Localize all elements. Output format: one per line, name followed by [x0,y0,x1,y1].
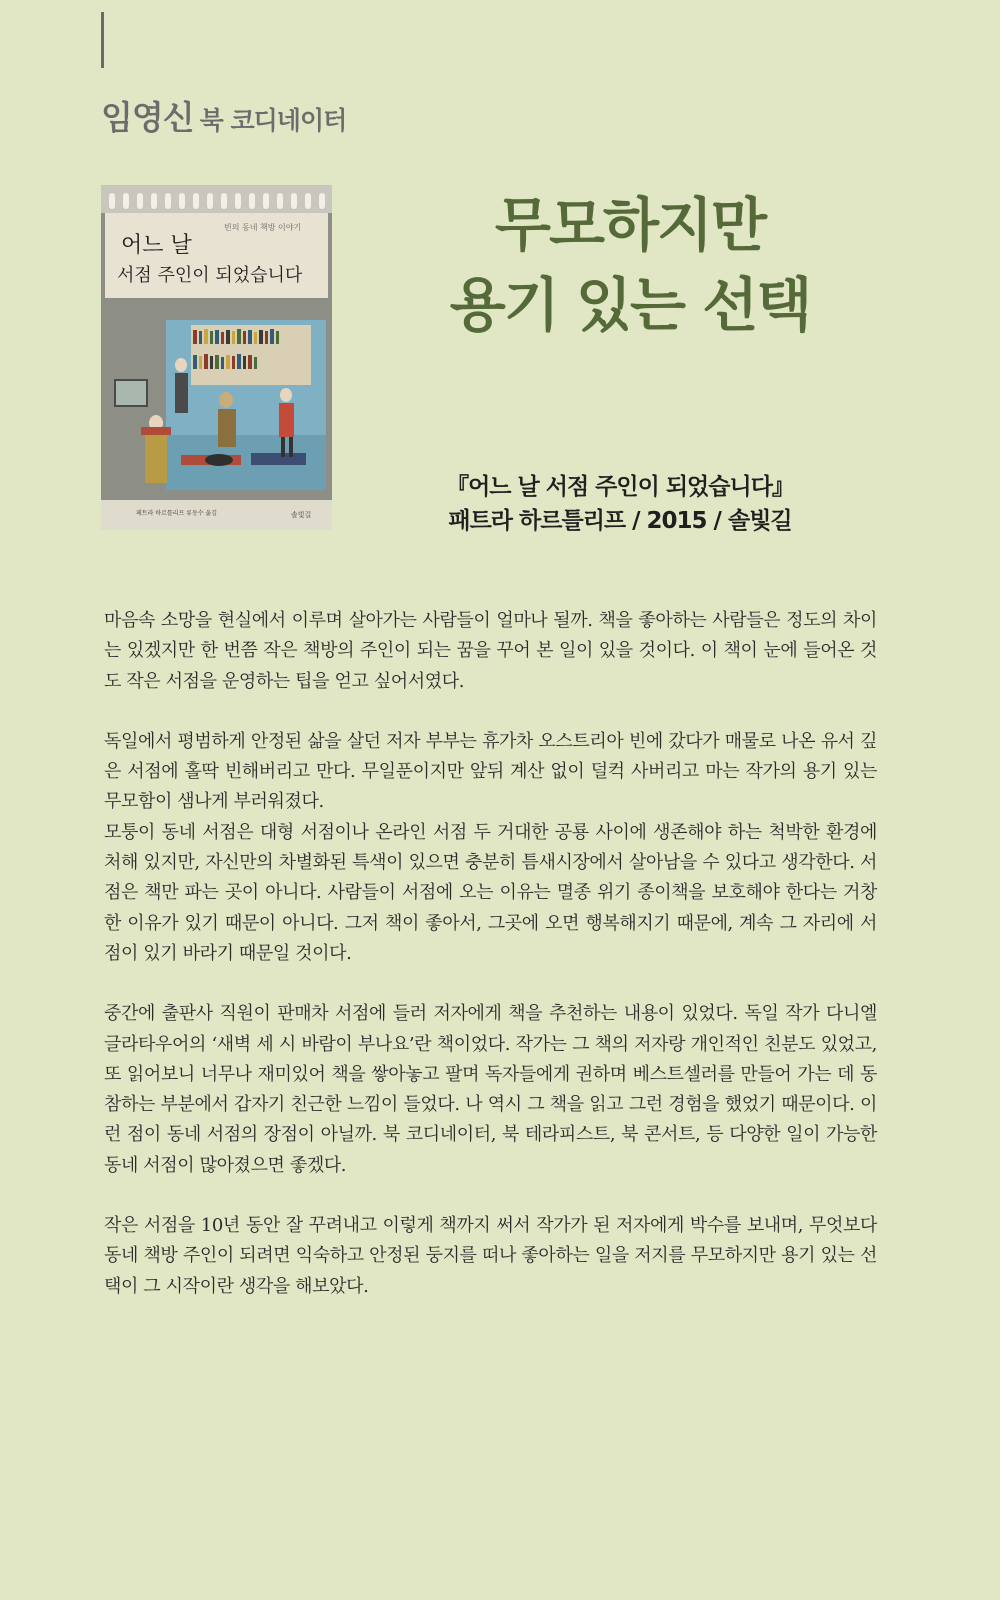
book-meta: 패트라 하르틀리프 / 2015 / 솔빛길 [448,508,792,534]
cover-subtitle: 빈의 동네 책방 이야기 [224,223,302,232]
cover-credits: 페트라 하르틀리프 류동수 옮김 [136,510,218,517]
author-role: 북 코디네이터 [199,106,347,135]
paragraph: 마음속 소망을 현실에서 이루며 살아가는 사람들이 얼마나 될까. 책을 좋아하는 사람들은 정도의 차이는 있겠지만 한 번쯤 작은 책방의 주인이 되는 꿈을 꾸어 본 일이 있을 것이다. 이 책이 눈에 들어온 것도 작은 서점을 운영하는 팁을 얻고 싶어서였다. [104,610,877,692]
book-title: 『어느 날 서점 주인이 되었습니다』 [446,474,794,500]
article-body [104,606,877,1332]
header-divider [101,12,104,68]
paragraph: 중간에 출판사 직원이 판매차 서점에 들러 저자에게 책을 추천하는 내용이 있었다. 독일 작가 다니엘 글라타우어의 ‘새벽 세 시 바람이 부나요’란 책이었다. 작가는 그 책의 저자랑 개인적인 친분도 있었고, 또 읽어보니 너무나 재미있어 책을 쌓아놓고 팔며 독자들에게 권하며 베스트셀러를 만들어 가는 데 동참하는 부분에서 갑자기 친근한 느낌이 들었다. 나 역시 그 책을 읽고 그런 경험을 했었기 때문이다. 이런 점이 동네 서점의 장점이 아닐까. 북 코디네이터, 북 테라피스트, 북 콘서트, 등 다양한 일이 가능한 동네 서점이 많아졌으면 좋겠다. [104,1003,877,1176]
author-name: 임영신 [101,98,194,137]
book-info [430,470,810,538]
article-headline [440,185,820,345]
headline-line2: 용기 있는 선택 [449,271,811,339]
paragraph: 독일에서 평범하게 안정된 삶을 살던 저자 부부는 휴가차 오스트리아 빈에 갔다가 매물로 나온 유서 깊은 서점에 홀딱 빈해버리고 만다. 무일푼이지만 앞뒤 계산 없이 덜컥 사버리고 마는 작가의 용기 있는 무모함이 샘나게 부러워졌다. [104,730,877,813]
cover-title-panel [105,213,328,298]
cover-title-line1: 어느 날 [121,233,192,258]
paragraph: 작은 서점을 10년 동안 잘 꾸려내고 이렇게 책까지 써서 작가가 된 저자에게 박수를 보내며, 무엇보다 동네 책방 주인이 되려면 익숙하고 안정된 둥지를 떠나 좋아하는 일을 저지를 무모하지만 용기 있는 선택이 그 시작이란 생각을 해보았다. [104,1215,877,1297]
headline-line1: 무모하지만 [494,191,766,259]
book-cover-image [101,185,332,530]
cover-publisher: 솔빛길 [291,511,312,519]
cover-title-line2: 서점 주인이 되었습니다 [117,265,303,286]
paragraph: 모퉁이 동네 서점은 대형 서점이나 온라인 서점 두 거대한 공룡 사이에 생존해야 하는 척박한 환경에 처해 있지만, 자신만의 차별화된 특색이 있으면 충분히 틈새시장에서 살아남을 수 있다고 생각한다. 서점은 책만 파는 곳이 아니다. 사람들이 서점에 오는 이유는 멸종 위기 종이책을 보호해야 한다는 거창한 이유가 있기 때문이 아니다. 그저 책이 좋아서, 그곳에 오면 행복해지기 때문에, 계속 그 자리에 서점이 있기 바라기 때문일 것이다. [104,821,877,964]
author-byline [101,92,346,139]
